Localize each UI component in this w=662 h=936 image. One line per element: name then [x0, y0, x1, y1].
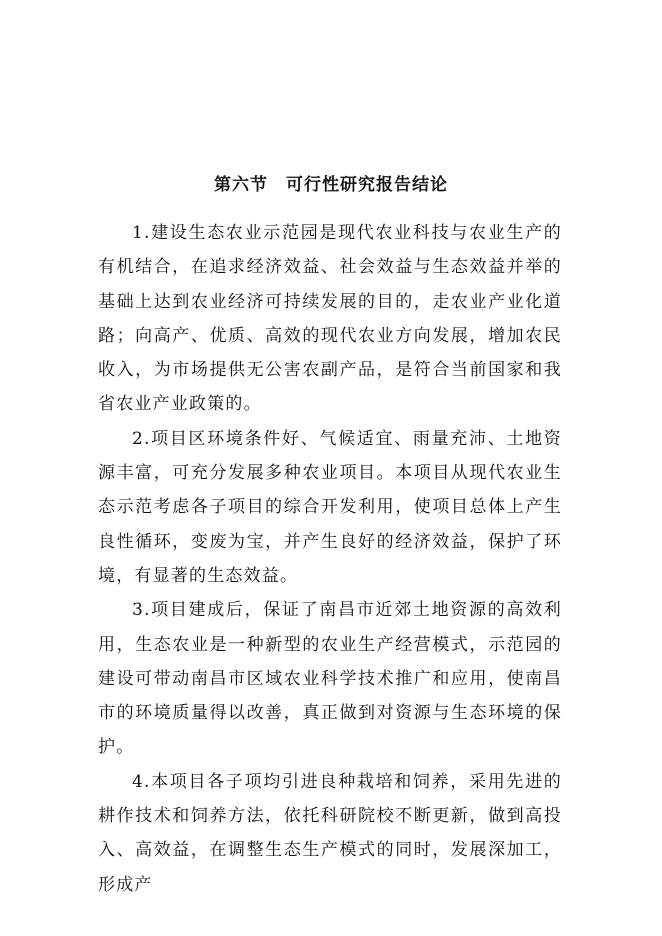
paragraph-conclusion-2: 2.项目区环境条件好、气候适宜、雨量充沛、土地资源丰富，可充分发展多种农业项目。本项目从现代农业生态示范考虑各子项目的综合开发利用，使项目总体上产生良性循环，变废为宝，并产生良好的经济效益，保护了环境，有显著的生态效益。	[98, 428, 562, 586]
section-title: 第六节 可行性研究报告结论	[214, 175, 448, 195]
paragraph-conclusion-1: 1.建设生态农业示范园是现代农业科技与农业生产的有机结合，在追求经济效益、社会效益与生态效益并举的基础上达到农业经济可持续发展的目的，走农业产业化道路；向高产、优质、高效的现代农业方向发展，增加农民收入，为市场提供无公害农副产品，是符合当前国家和我省农业产业政策的。	[98, 223, 562, 415]
document-body	[98, 216, 562, 902]
paragraph-conclusion-4: 4.本项目各子项均引进良种栽培和饲养，采用先进的耕作技术和饲养方法，依托科研院校不断更新，做到高投入、高效益，在调整生态生产模式的同时，发展深加工，形成产	[98, 771, 562, 895]
paragraph-conclusion-3: 3.项目建成后，保证了南昌市近郊土地资源的高效利用，生态农业是一种新型的农业生产经营模式，示范园的建设可带动南昌市区域农业科学技术推广和应用，使南昌市的环境质量得以改善，真正做到对资源与生态环境的保护。	[98, 600, 562, 758]
